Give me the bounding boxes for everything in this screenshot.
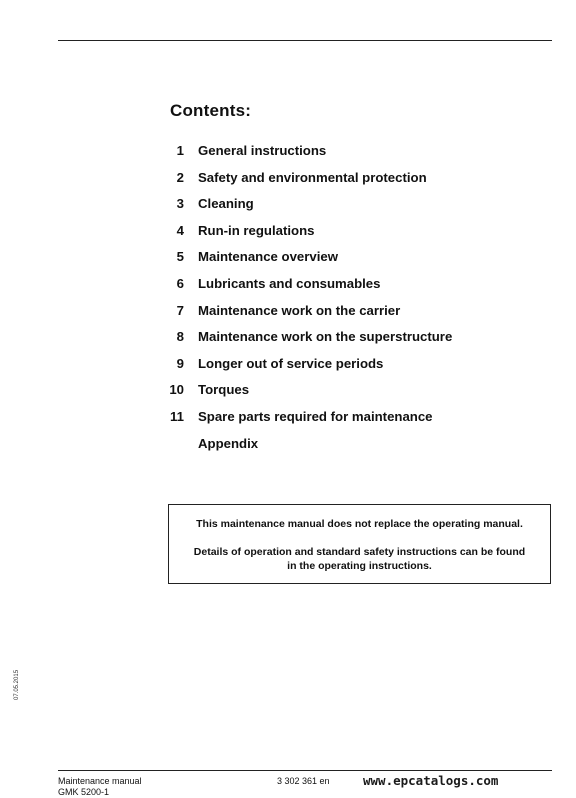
toc-item-number: 1 [176,143,184,158]
toc-item-number: 9 [176,355,184,371]
toc-item[interactable] [166,353,526,380]
toc-item-title[interactable]: Maintenance overview [198,249,338,265]
toc-item-number: 10 [169,382,184,398]
toc-item-number: 4 [176,222,184,238]
toc-item-title[interactable]: Maintenance work on the carrier [198,302,401,318]
footer-model: GMK 5200-1 [58,787,110,797]
toc-item-title[interactable]: General instructions [198,143,327,158]
notice-line-2: Details of operation and standard safety instructions can be found in the operating instructions. [193,546,526,572]
toc-item[interactable] [166,300,526,327]
table-of-contents [166,140,526,459]
toc-item[interactable] [166,167,526,194]
toc-item-title[interactable]: Longer out of service periods [198,355,384,371]
toc-item-number: 7 [176,302,184,318]
header-rule [58,40,552,41]
toc-item-appendix[interactable] [166,433,526,460]
toc-item-title[interactable]: Maintenance work on the superstructure [198,329,453,345]
toc-item-title[interactable]: Lubricants and consumables [198,275,381,291]
toc-item[interactable] [166,220,526,247]
toc-item-title[interactable]: Torques [198,382,250,398]
contents-heading: Contents: [170,101,252,120]
footer-doc-number: 3 302 361 en [277,776,330,786]
toc-item-title[interactable]: Cleaning [198,196,254,212]
toc-item[interactable] [166,193,526,220]
toc-item-title[interactable]: Appendix [198,435,259,451]
notice-box [168,504,551,584]
notice-line-1: This maintenance manual does not replace the operating manual. [196,518,523,530]
toc-item-number: 3 [176,196,184,212]
side-date-stamp: 07.05.2015 [14,669,20,700]
toc-item-number: 2 [176,169,184,185]
toc-item-number: 8 [176,329,184,345]
footer-url-link[interactable]: www.epcatalogs.com [363,773,499,788]
toc-item[interactable] [166,379,526,406]
toc-item-title[interactable]: Safety and environmental protection [198,169,427,185]
toc-item[interactable] [166,140,526,167]
toc-item-number: 6 [176,275,184,291]
footer-doc-type: Maintenance manual [58,776,142,786]
toc-item[interactable] [166,246,526,273]
toc-item-title[interactable]: Spare parts required for maintenance [198,408,433,424]
toc-item[interactable] [166,406,526,433]
toc-item[interactable] [166,326,526,353]
footer-rule [58,770,552,771]
toc-item-title[interactable]: Run-in regulations [198,222,315,238]
toc-item-number: 5 [176,249,184,265]
toc-item-number: 11 [170,408,184,424]
toc-item[interactable] [166,273,526,300]
footer-left [58,776,142,798]
